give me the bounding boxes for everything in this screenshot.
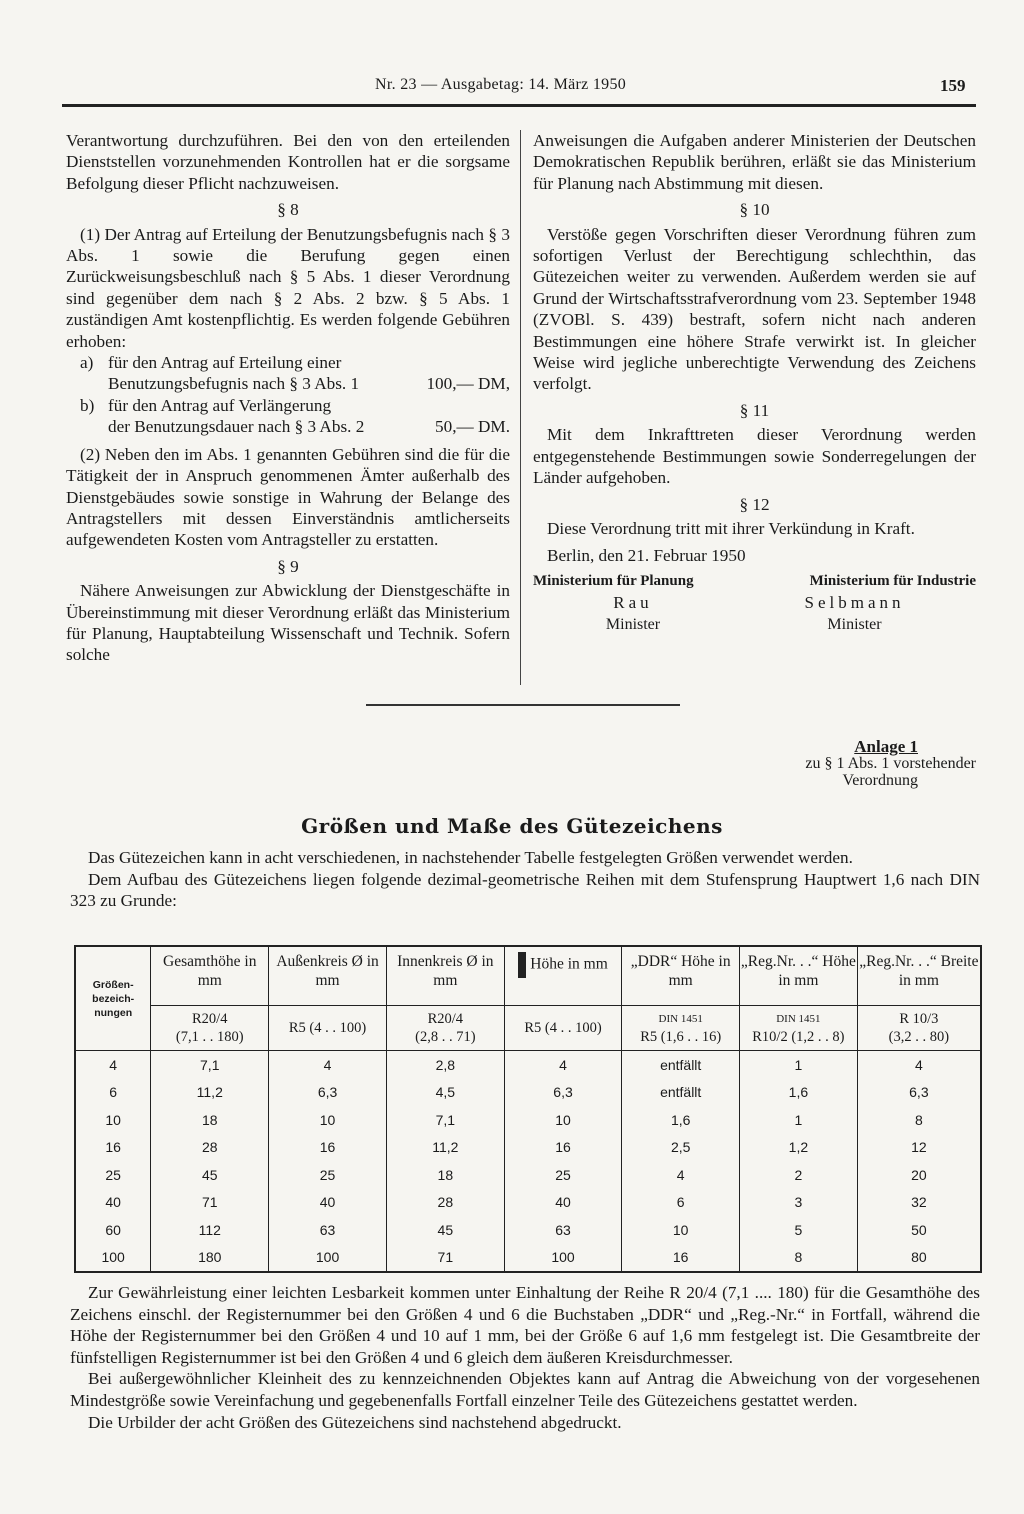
series-range: (7,1 . . 180) (175, 1029, 244, 1045)
table-cell: 25 (504, 1161, 622, 1189)
table-row (75, 1216, 981, 1244)
paragraph: (1) Der Antrag auf Erteilung der Benutzungsbefugnis nach § 3 Abs. 1 sowie die Berufung gegen einen Zurückweisungsbeschluß nach § 5 Abs. 1 dieser Verordnung sind gegenüber dem nach § 2 Abs. 2 bzw. § 5 Abs. 1 zuständigen Amt kostenpflichtig. Es werden folgende Gebühren erhoben: (66, 224, 510, 351)
paragraph: Nähere Anweisungen zur Abwicklung der Dienstgeschäfte in Übereinstimmung mit dieser Verordnung erläßt das Ministerium für Planung, Hauptabteilung Wissenschaft und Technik. Sofern solche (66, 581, 510, 665)
table-cell: 6 (622, 1189, 740, 1217)
table-cell: 1 (740, 1106, 858, 1134)
table-cell: 1,2 (740, 1134, 858, 1162)
table-cell: 71 (386, 1244, 504, 1273)
section-11-heading: § 11 (739, 400, 770, 420)
series-range: R5 (1,6 . . 16) (640, 1029, 722, 1045)
right-column (533, 130, 976, 635)
table-cell: 4,5 (386, 1079, 504, 1107)
table-cell: 40 (269, 1189, 387, 1217)
paragraph: (2) Neben den im Abs. 1 genannten Gebühren sind die für die Tätigkeit der in Anspruch genommenen Ämter außerhalb des Dienstgebäudes sowie sonstige in Wahrung der Belange des Antragstellers mit dessen Einverständnis amtlicherseits aufgewendeten Kosten vom Antragsteller zu erstatten. (66, 444, 510, 550)
table-row (75, 1106, 981, 1134)
table-cell: 8 (740, 1244, 858, 1273)
fee-text: Benutzungsbefugnis nach § 3 Abs. 1 (108, 374, 360, 394)
table-cell: 5 (740, 1216, 858, 1244)
table-cell: 7,1 (151, 1051, 269, 1079)
section-divider (366, 704, 680, 706)
section-title: Größen und Maße des Gütezeichens (301, 814, 723, 838)
paragraph: Diese Verordnung tritt mit ihrer Verkündung in Kraft. (547, 518, 915, 538)
table-cell: 16 (622, 1244, 740, 1273)
series-cell (622, 1006, 740, 1051)
table-cell: 16 (269, 1134, 387, 1162)
table-cell: 1,6 (740, 1079, 858, 1107)
series-text: R5 (4 . . 100) (288, 1020, 367, 1036)
section-9-heading: § 9 (277, 556, 299, 576)
table-cell: 25 (75, 1161, 151, 1189)
table-cell: 100 (75, 1244, 151, 1273)
table-cell: 100 (269, 1244, 387, 1273)
paragraph: Verstöße gegen Vorschriften dieser Verordnung führen zum sofortigen Verlust der Berechtigung schlechthin, das Gütezeichen weiter zu verwenden. Außerdem werden sie auf Grund der Wirtschaftsstrafverordnung vom 23. September 1948 (ZVOBl. S. 439) bestraft, sofern nicht nach anderen Bestimmungen eine höhere Strafe verwirkt ist. In gleicher Weise wird jegliche unberechtigte Verwendung des Zeichens verfolgt. (533, 224, 976, 394)
annex-label (740, 738, 976, 789)
series-cell (504, 1006, 622, 1051)
table-cell: 11,2 (151, 1079, 269, 1107)
table-cell: 10 (269, 1106, 387, 1134)
table-cell: 10 (622, 1216, 740, 1244)
date-line: Berlin, den 21. Februar 1950 (547, 546, 746, 566)
paragraph: Die Urbilder der acht Größen des Gütezeichens sind nachstehend abgedruckt. (88, 1412, 622, 1432)
page-number: 159 (940, 76, 966, 95)
series-range: (3,2 . . 80) (888, 1029, 950, 1045)
dimensions-table (74, 945, 982, 1273)
table-body (75, 1051, 981, 1273)
table-cell: 6,3 (857, 1079, 981, 1107)
table-cell: 63 (504, 1216, 622, 1244)
column-header (504, 946, 622, 1006)
paragraph: Das Gütezeichen kann in acht verschiedenen, in nachstehender Tabelle festgelegten Größen verwendet werden. (88, 848, 853, 867)
signer-role: Minister (827, 615, 882, 633)
height-diagram-icon (518, 952, 526, 978)
fee-label: a) (80, 353, 94, 373)
signer-name: Selbmann (804, 593, 905, 613)
table-cell: 4 (75, 1051, 151, 1079)
table-cell: 20 (857, 1161, 981, 1189)
signature-block (533, 571, 976, 592)
fee-text: für den Antrag auf Erteilung einer (108, 353, 342, 373)
series-cell (740, 1006, 858, 1051)
fee-text: für den Antrag auf Verlängerung (108, 395, 332, 415)
row-header-cell: Größen-bezeich-nungen (75, 946, 151, 1051)
column-header: Innenkreis Ø in mm (386, 946, 504, 1006)
table-cell: 2,5 (622, 1134, 740, 1162)
table-cell: 18 (386, 1161, 504, 1189)
series-text: R5 (4 . . 100) (524, 1020, 602, 1036)
fee-text: der Benutzungsdauer nach § 3 Abs. 2 (108, 417, 365, 437)
table-cell: 60 (75, 1216, 151, 1244)
table-cell: 16 (75, 1134, 151, 1162)
table-cell: 2,8 (386, 1051, 504, 1079)
fee-amount: 100,— DM, (426, 374, 510, 394)
series-range: R10/2 (1,2 . . 8) (752, 1029, 845, 1045)
table-cell: 1,6 (622, 1106, 740, 1134)
column-header-text: Höhe in mm (530, 955, 608, 973)
table-cell: 4 (504, 1051, 622, 1079)
intro-text (70, 847, 980, 912)
table-cell: entfällt (622, 1079, 740, 1107)
column-header: „Reg.Nr. . .“ Höhe in mm (740, 946, 858, 1006)
series-text: DIN 1451 (658, 1013, 703, 1025)
table-cell: 45 (386, 1216, 504, 1244)
header-rule (62, 104, 976, 107)
table-cell: 63 (269, 1216, 387, 1244)
ministry-industry: Ministerium für Industrie (809, 572, 976, 589)
fee-label: b) (80, 395, 95, 415)
table-cell: 4 (857, 1051, 981, 1079)
ministry-planning: Ministerium für Planung (533, 572, 694, 589)
series-text: R20/4 (192, 1011, 228, 1027)
table-cell: 45 (151, 1161, 269, 1189)
series-cell (857, 1006, 981, 1051)
table-cell: 3 (740, 1189, 858, 1217)
series-text: R 10/3 (899, 1011, 939, 1027)
table-cell: entfällt (622, 1051, 740, 1079)
table-cell: 8 (857, 1106, 981, 1134)
series-text: DIN 1451 (776, 1013, 821, 1025)
table-cell: 10 (504, 1106, 622, 1134)
table-row (75, 1161, 981, 1189)
table-cell: 32 (857, 1189, 981, 1217)
table-cell: 12 (857, 1134, 981, 1162)
table-cell: 112 (151, 1216, 269, 1244)
paragraph: Mit dem Inkrafttreten dieser Verordnung werden entgegenstehende Bestimmungen sowie Sonderregelungen der Länder aufgehoben. (533, 425, 976, 488)
table-row (75, 1189, 981, 1217)
column-header: Außenkreis Ø in mm (269, 946, 387, 1006)
table-cell: 71 (151, 1189, 269, 1217)
section-10-heading: § 10 (739, 200, 770, 220)
table-cell: 100 (504, 1244, 622, 1273)
paragraph: Anweisungen die Aufgaben anderer Ministerien der Deutschen Demokratischen Republik berühren, erläßt sie das Ministerium für Planung nach Abstimmung mit diesen. (533, 131, 976, 193)
section-12-heading: § 12 (739, 494, 770, 514)
paragraph: Dem Aufbau des Gütezeichens liegen folgende dezimal-geometrische Reihen mit dem Stufensprung Hauptwert 1,6 nach DIN 323 zu Grunde: (70, 869, 980, 911)
fee-item-a (66, 352, 510, 395)
table-cell: 28 (151, 1134, 269, 1162)
fee-amount: 50,— DM. (435, 417, 510, 437)
left-column (66, 130, 510, 666)
table-cell: 6,3 (269, 1079, 387, 1107)
table-row (75, 1134, 981, 1162)
column-header: „DDR“ Höhe in mm (622, 946, 740, 1006)
annex-caption: Verordnung (842, 772, 918, 789)
table-cell: 4 (269, 1051, 387, 1079)
column-divider (520, 130, 521, 685)
column-header: „Reg.Nr. . .“ Breite in mm (857, 946, 981, 1006)
section-8-heading: § 8 (277, 200, 299, 220)
signers (533, 592, 976, 635)
series-cell (269, 1006, 387, 1051)
table-cell: 25 (269, 1161, 387, 1189)
table-row (75, 1051, 981, 1079)
issue-line: Nr. 23 — Ausgabetag: 14. März 1950 (375, 76, 627, 93)
table-cell: 7,1 (386, 1106, 504, 1134)
table-cell: 11,2 (386, 1134, 504, 1162)
fee-item-b (66, 395, 510, 438)
series-cell (151, 1006, 269, 1051)
paragraph: Bei außergewöhnlicher Kleinheit des zu kennzeichnenden Objektes kann auf Antrag die Abweichung von der vorgesehenen Mindestgröße sowie Vereinfachung und gegebenenfalls Fortfall einzelner Teile des Gütezeichens gestattet werden. (70, 1369, 980, 1410)
table-cell: 50 (857, 1216, 981, 1244)
table-cell: 40 (75, 1189, 151, 1217)
series-text: R20/4 (427, 1011, 464, 1027)
series-cell (386, 1006, 504, 1051)
series-range: (2,8 . . 71) (415, 1029, 476, 1045)
annex-caption: zu § 1 Abs. 1 vorstehender (805, 755, 976, 772)
signer-name: Rau (613, 593, 653, 613)
table-cell: 40 (504, 1189, 622, 1217)
annex-title: Anlage 1 (854, 737, 918, 756)
table-row (75, 1079, 981, 1107)
paragraph: Zur Gewährleistung einer leichten Lesbarkeit kommen unter Einhaltung der Reihe R 20/4 (7,1 .... 180) für die Gesamthöhe des Zeichens einschl. der Registernummer bei den Größen 4 und 6 die Buchstaben „DDR“ und „Reg.-Nr.“ in Fortfall, während die Höhe der Registernummer bei den Größen 4 und 10 auf 1 mm, bei der Größe 6 auf 1,6 mm festgelegt ist. Die Gesamtbreite der fünfstelligen Registernummer ist bei den Größen 4 und 6 gleich dem äußeren Kreisdurchmesser. (70, 1283, 980, 1367)
table-cell: 10 (75, 1106, 151, 1134)
table-row (75, 1244, 981, 1273)
table-cell: 6 (75, 1079, 151, 1107)
table-cell: 4 (622, 1161, 740, 1189)
table-cell: 16 (504, 1134, 622, 1162)
paragraph: Verantwortung durchzuführen. Bei den von den erteilenden Dienststellen vorzunehmenden Kontrollen hat er die sorgsame Befolgung dieser Pflicht nachzuweisen. (66, 131, 510, 193)
page-header (0, 76, 1024, 100)
table-cell: 180 (151, 1244, 269, 1273)
signer-role: Minister (605, 615, 661, 633)
column-header: Gesamthöhe in mm (151, 946, 269, 1006)
table-cell: 28 (386, 1189, 504, 1217)
table-cell: 2 (740, 1161, 858, 1189)
table-cell: 80 (857, 1244, 981, 1273)
notes-text (70, 1282, 980, 1433)
table-cell: 18 (151, 1106, 269, 1134)
table-cell: 6,3 (504, 1079, 622, 1107)
table-cell: 1 (740, 1051, 858, 1079)
